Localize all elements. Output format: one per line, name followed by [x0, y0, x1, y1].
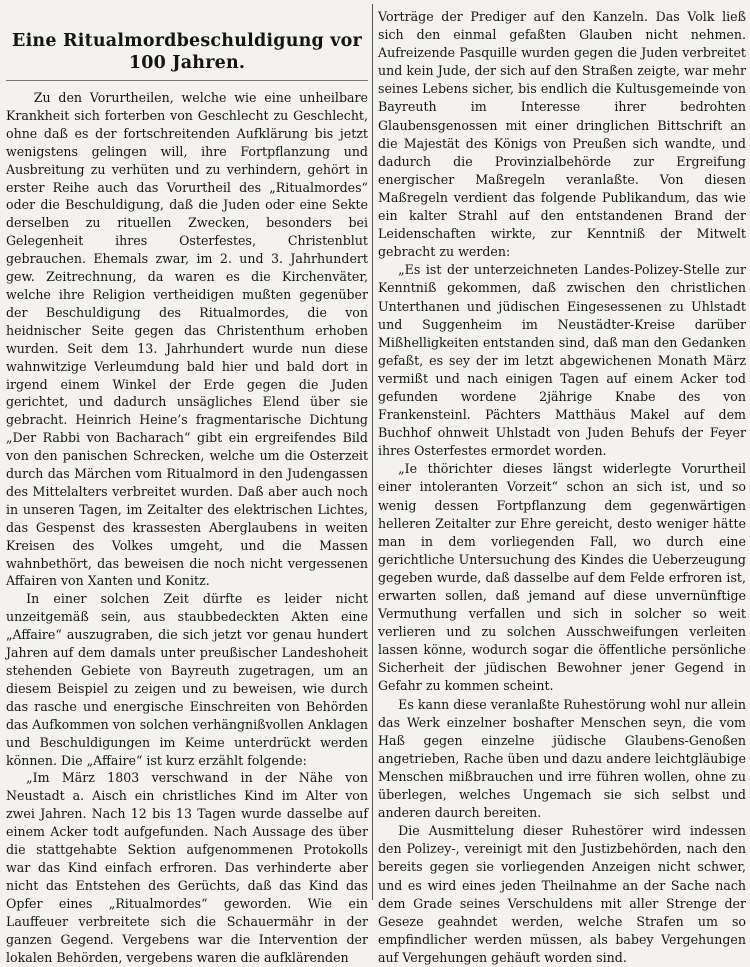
paragraph-4: Vorträge der Prediger auf den Kanzeln. Das Volk ließ sich den einmal gefaßten Glauben nicht nehmen. Aufreizende Pasquille wurden gegen die Juden verbreitet und kein Jude, der sich auf den Straßen zeigte, war mehr seines Lebens sicher, bis endlich die Kultusgemeinde von Bayreuth im Interesse ihrer bedrohten Glaubensgenossen mit einer dringlichen Bittschrift an die Majestät des Königs von Preußen sich wandte, und dadurch die Provinzialbehörde zur Ergreifung energischer Maßregeln veranlaßte. Von diesen Maßregeln verdient das folgende Publikandum, das wie ein kalter Strahl auf den entstandenen Brand der Leidenschaften wirkte, zur Kenntniß der Mitwelt gebracht zu werden: [378, 9, 746, 260]
column-divider [372, 4, 373, 900]
title-divider [6, 80, 368, 81]
paragraph-8: Die Ausmittelung dieser Ruhestörer wird indessen den Polizey-, vereinigt mit den Justizbehörden, nach den bereits gegen sie vorliegenden Anzeigen nicht schwer, und es wird eines jeden Theilnahme an der Sache nach dem Grade seines Verschuldens mit aller Strenge der Geseze geahndet werden, welche Strafen um so empfindlicher werden müssen, als babey Vergehungen auf Vergehungen gehäuft worden sind. [378, 823, 746, 965]
paragraph-3: „Im März 1803 verschwand in der Nähe von Neustadt a. Aisch ein christliches Kind im Alter von zwei Jahren. Nach 12 bis 13 Tagen wurde dasselbe auf einem Acker todt aufgefunden. Nach Aussage des über die stattgehabte Sektion aufgenommenen Protokolls war das Kind einfach erfroren. Das verhinderte aber nicht das Entstehen des Gerüchts, daß das Kind das Opfer eines „Ritualmordes“ geworden. Wie ein Lauffeuer verbreitete sich die Schauermähr in der ganzen Gegend. Vergebens war die Intervention der lokalen Behörden, vergebens waren die aufklärenden [6, 770, 368, 965]
left-column [6, 0, 368, 965]
article-title: Eine Ritualmordbeschuldigung vor 100 Jahren. [12, 31, 362, 73]
paragraph-5: „Es ist der unterzeichneten Landes-Polizey-Stelle zur Kenntniß gekommen, daß zwischen den christlichen Unterthanen und jüdischen Eingesessenen zu Uhlstadt und Suggenheim im Neustädter-Kreise darüber Mißhelligkeiten entstanden sind, daß man den Gedanken gefaßt, es sey der im letzt abgewichenen Monath März vermißt und nach einigen Tagen auf einem Acker tod gefunden wordene 2jährige Knabe des von Frankensteinl. Pächters Matthäus Makel auf dem Buchhof ohnweit Uhlstadt von Juden Behufs der Feyer ihres Osterfestes ermordet worden. [378, 262, 746, 459]
paragraph-7: Es kann diese veranlaßte Ruhestörung wohl nur allein das Werk einzelner boshafter Menschen seyn, die vom Haß gegen einzelne jüdische Glaubens-Genoßen angetrieben, Rache üben und dazu andere leichtgläubige Menschen mißbrauchen und irre führen wollen, ohne zu überlegen, welches Ungemach sie sich selbst und anderen daurch bereiten. [378, 696, 746, 821]
paragraph-2: In einer solchen Zeit dürfte es leider nicht unzeitgemäß sein, aus staubbedeckten Akten eine „Affaire“ auszugraben, die sich jetzt vor genau hundert Jahren auf dem damals unter preußischer Landeshoheit stehenden Gebiete von Bayreuth zugetragen, um an diesem Beispiel zu zeigen und zu beweisen, wie durch das rasche und energische Einschreiten von Behörden das Aufkommen von solchen verhängnißvollen Anklagen und Beschuldigungen im Keime unterdrückt werden können. Die „Affaire“ ist kurz erzählt folgende: [6, 591, 368, 768]
paragraph-1: Zu den Vorurtheilen, welche wie eine unheilbare Krankheit sich forterben von Geschlecht zu Geschlecht, ohne daß es der fortschreitenden Aufklärung bis jetzt wenigstens gelingen will, ihre Fortpflanzung und Ausbreitung zu verhüten und zu verhindern, gehört in erster Reihe auch das Vorurtheil des „Ritualmordes“ oder die Beschuldigung, daß die Juden oder eine Sekte derselben zu rituellen Zwecken, besonders bei Gelegenheit ihres Osterfestes, Christenblut gebrauchen. Ehemals zwar, im 2. und 3. Jahrhundert gew. Zeitrechnung, da waren es die Kirchenväter, welche ihre Religion vertheidigen mußten gegenüber der Beschuldigung des Ritualmordes, die von heidnischer Seite gegen das Christenthum erhoben wurden. Seit dem 13. Jahrhundert wurde nun diese wahnwitzige Verleumdung bald hier und bald dort in irgend einem Winkel der Erde gegen die Juden gerichtet, und dadurch unsägliches Elend über sie gebracht. Heinrich Heine’s fragmentarische Dichtung „Der Rabbi von Bacharach“ gibt ein ergreifendes Bild von den panischen Schrecken, welche um die Osterzeit durch das Märchen vom Ritualmord in den Judengassen des Mittelalters verbreitet wurden. Daß aber auch noch in unseren Tagen, im Zeitalter des elektrischen Lichtes, das Gespenst des krassesten Aberglaubens in weiten Kreisen des Volkes umgeht, und die Massen wahnbethört, das beweisen die noch nicht vergessenen Affairen von Xanten und Konitz. [6, 90, 368, 589]
right-column [378, 0, 746, 965]
paragraph-6: „Ie thörichter dieses längst widerlegte Vorurtheil einer intoleranten Vorzeit“ schon an sich ist, und so wenig dessen Fortpflanzung dem gegenwärtigen helleren Zeitalter zur Ehre gereicht, desto weniger hätte man in dem vorliegenden Fall, wo durch eine gerichtliche Untersuchung des Kindes die Ueberzeugung gegeben wurde, daß dasselbe auf dem Felde erfroren ist, erwarten sollen, daß jemand auf diese unvernünftige Vermuthung verfallen und sich in solcher so weit verlieren und zu solchen Ausschweifungen verleiten lassen könne, wodurch sogar die öffentliche persönliche Sicherheit der jüdischen Bewohner jener Gegend in Gefahr zu kommen scheint. [378, 461, 746, 694]
